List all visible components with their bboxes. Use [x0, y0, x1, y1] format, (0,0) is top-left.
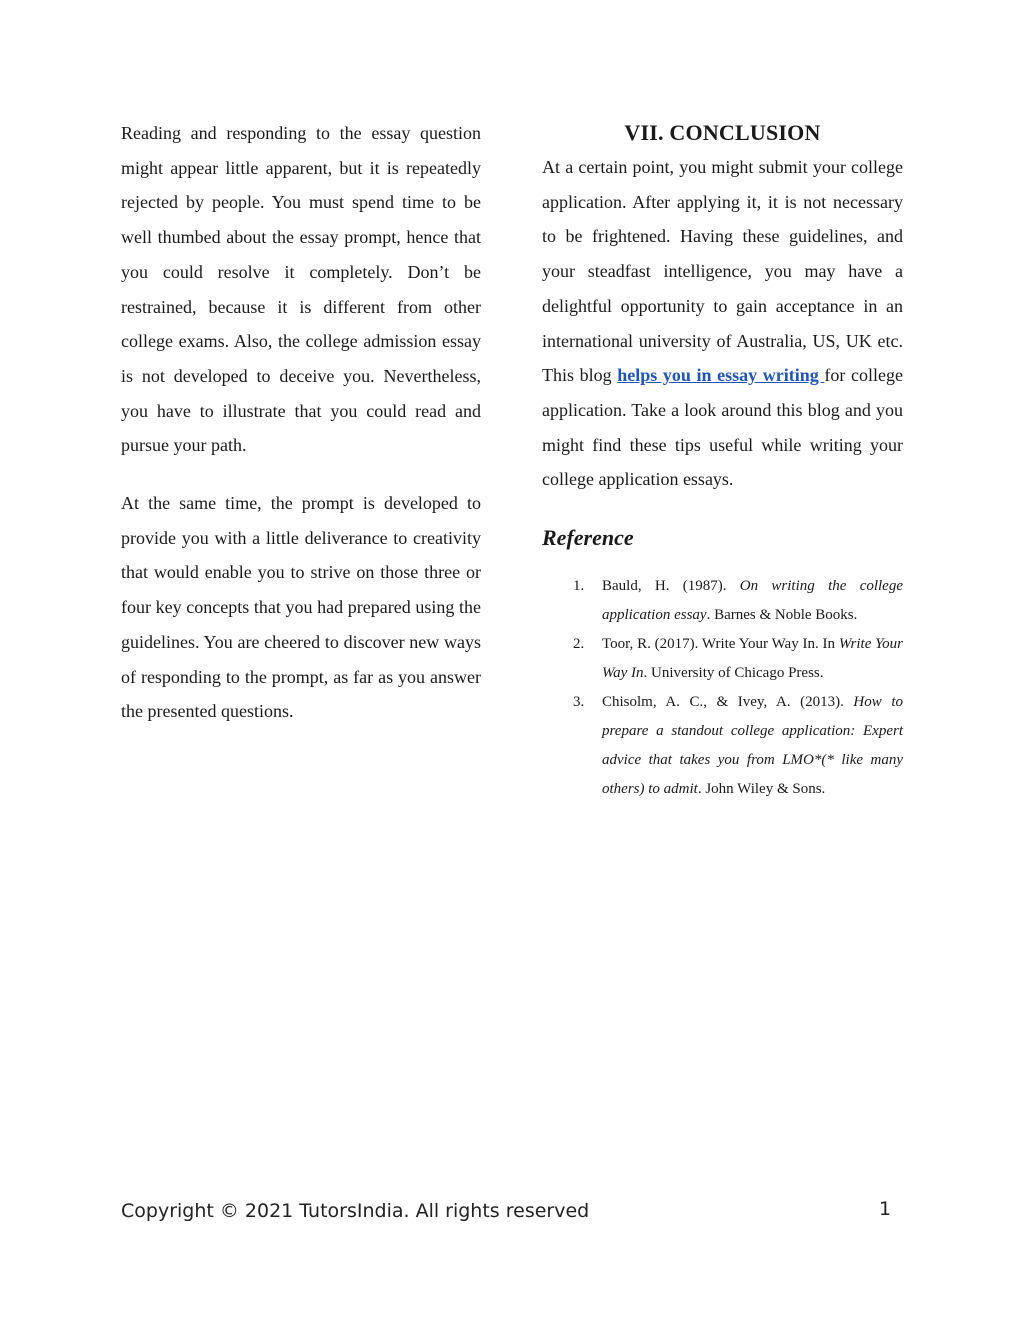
reference-publisher: . University of Chicago Press.: [643, 665, 824, 682]
left-column: [121, 116, 481, 729]
reference-number: 2.: [573, 636, 585, 653]
conclusion-text-start: At a certain point, you might submit your college application. After applying it, it is not necessary to be frightened. Having these guidelines, and your steadfast intelligence, you may have a delightful opportunity to gain acceptance in an international university of Australia, US, UK etc. This blog: [542, 157, 903, 386]
footer-copyright: Copyright © 2021 TutorsIndia. All rights reserved: [121, 1200, 590, 1222]
reference-publisher: . Barnes & Noble Books.: [706, 607, 858, 624]
reference-authors: Bauld, H. (1987).: [602, 578, 740, 595]
reference-title: Write Your Way In: [602, 636, 903, 682]
reference-item: [542, 572, 903, 630]
body-paragraph-1: Reading and responding to the essay question might appear little apparent, but it is repeatedly rejected by people. You must spend time to be well thumbed about the essay prompt, hence that you could resolve it completely. Don’t be restrained, because it is different from other college exams. Also, the college admission essay is not developed to deceive you. Nevertheless, you have to illustrate that you could read and pursue your path.: [121, 123, 481, 456]
reference-item: [542, 688, 903, 804]
body-paragraph-2: At the same time, the prompt is developed to provide you with a little deliverance to creativity that would enable you to strive on those three or four key concepts that you had prepared using the guidelines. You are cheered to discover new ways of responding to the prompt, as far as you answer the presented questions.: [121, 493, 481, 722]
reference-item: [542, 630, 903, 688]
reference-number: 1.: [573, 578, 585, 595]
page-number: 1: [879, 1198, 892, 1220]
reference-title: How to prepare a standout college application: Expert advice that takes you from LMO*(* like many others) to admit: [602, 694, 903, 798]
right-column: [542, 116, 903, 804]
essay-writing-link[interactable]: helps you in essay writing: [617, 365, 825, 386]
reference-heading: Reference: [542, 525, 634, 551]
conclusion-heading: VII. CONCLUSION: [624, 120, 821, 145]
reference-authors: Chisolm, A. C., & Ivey, A. (2013).: [602, 694, 854, 711]
conclusion-paragraph: [542, 150, 903, 497]
reference-authors: Toor, R. (2017). Write Your Way In. In: [602, 636, 839, 653]
reference-number: 3.: [573, 694, 585, 711]
reference-publisher: . John Wiley & Sons.: [697, 781, 826, 798]
reference-title: On writing the college application essay: [602, 578, 903, 624]
reference-list: [542, 572, 903, 804]
conclusion-text-end: for college application. Take a look around this blog and you might find these tips useful while writing your college application essays.: [542, 365, 903, 490]
